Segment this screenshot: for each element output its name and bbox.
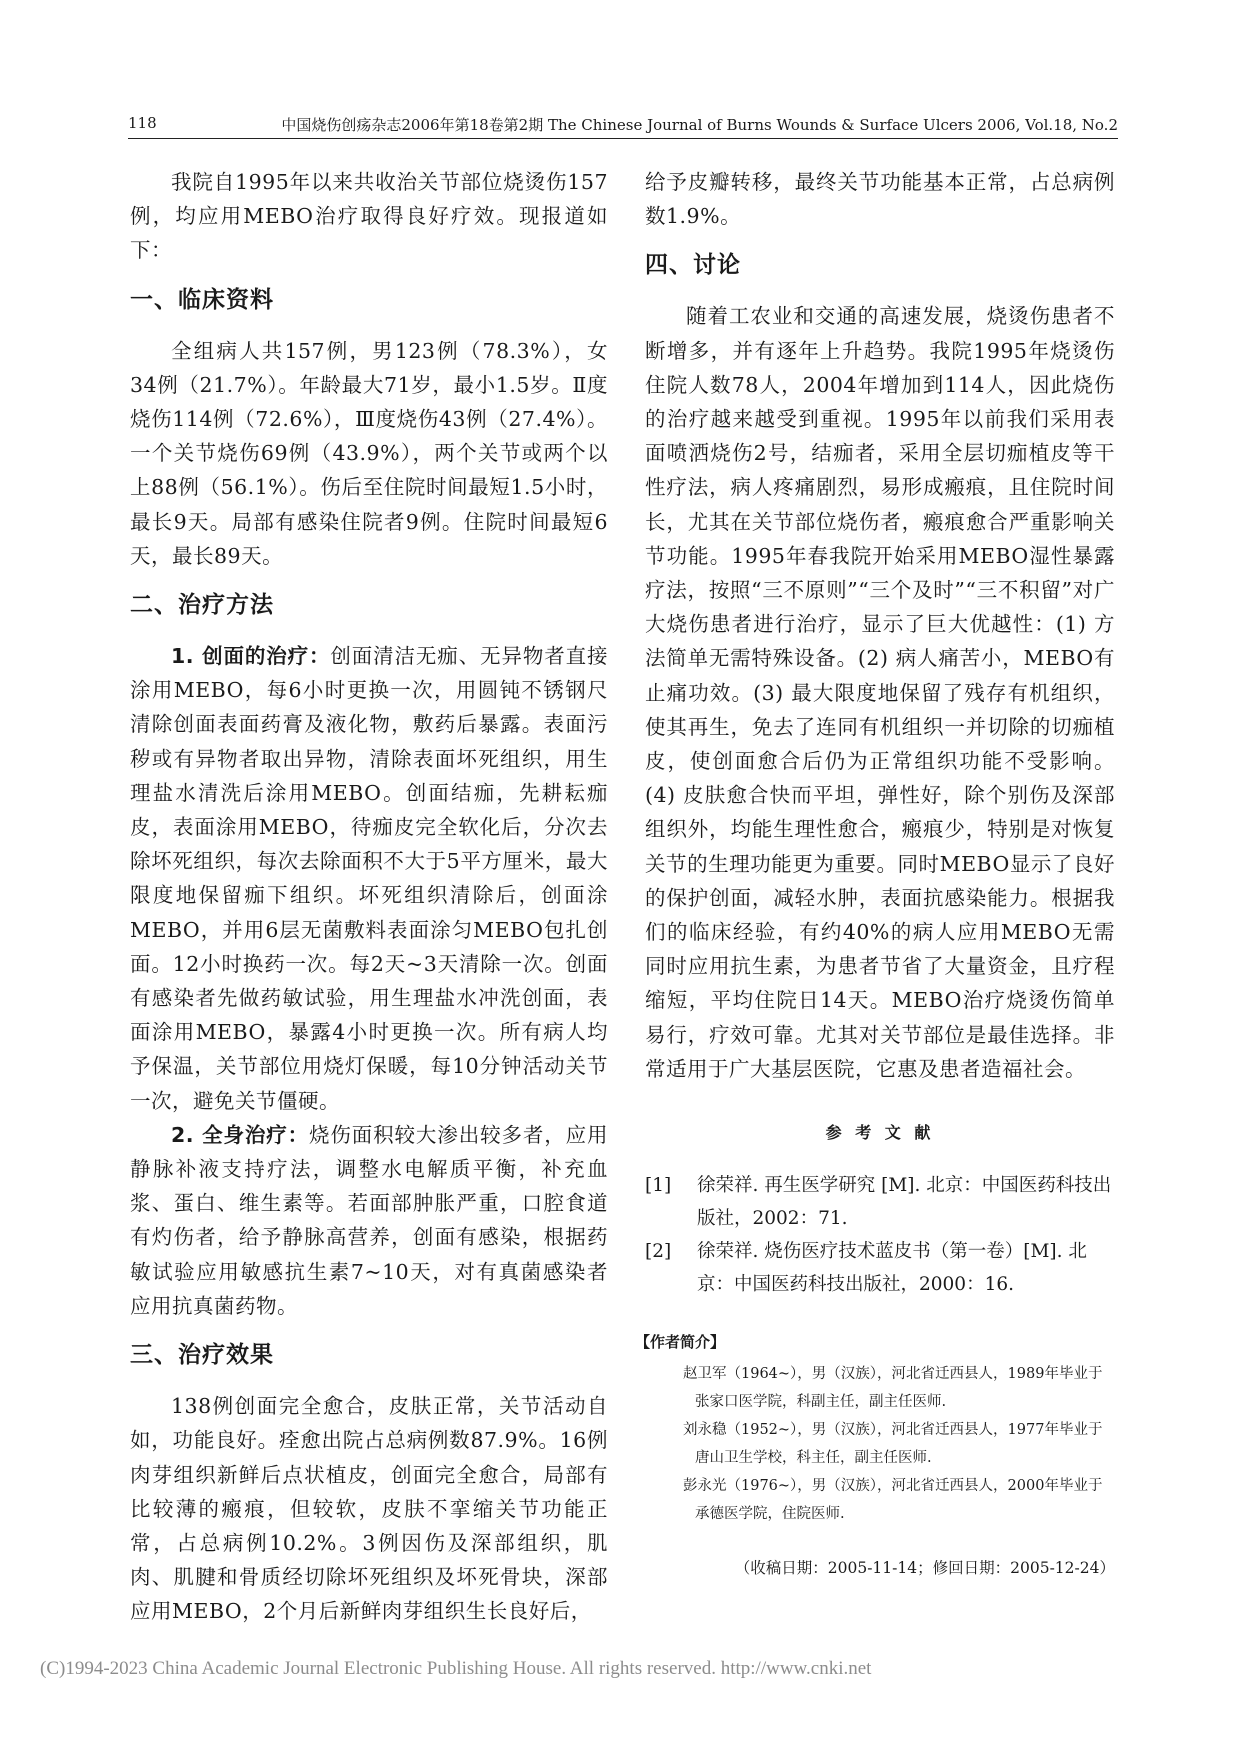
sub2-text: 烧伤面积较大渗出较多者，应用静脉补液支持疗法，调整水电解质平衡，补充血浆、蛋白、维生素等。若面部肿胀严重，口腔食道有灼伤者，给予静脉高营养，创面有感染，根据药敏试验应用敏感抗生素7~10天，对有真菌感染者应用抗真菌药物。	[130, 1122, 608, 1318]
reference-text: 徐荣祥. 再生医学研究 [M]. 北京：中国医药科技出版社，2002：71.	[697, 1175, 1112, 1230]
section-4-text: 随着工农业和交通的高速发展，烧烫伤患者不断增多，并有逐年上升趋势。我院1995年烧烫伤住院人数78人，2004年增加到114人，因此烧伤的治疗越来越受到重视。1995年以前我们采用表面喷洒烧伤2号，结痂者，采用全层切痂植皮等干性疗法，病人疼痛剧烈，易形成瘢痕，且住院时间长，尤其在关节部位烧伤者，瘢痕愈合严重影响关节功能。1995年春我院开始采用MEBO湿性暴露疗法，按照“三不原则”“三个及时”“三不积留”对广大烧伤患者进行治疗，显示了巨大优越性：(1) 方法简单无需特殊设备。(2) 病人痛苦小，MEBO有止痛功效。(3) 最大限度地保留了残存有机组织，使其再生，免去了连同有机组织一并切除的切痂植皮，使创面愈合后仍为正常组织功能不受影响。(4) 皮肤愈合快而平坦，弹性好，除个别伤及深部组织外，均能生理性愈合，瘢痕少，特别是对恢复关节的生理功能更为重要。同时MEBO显示了良好的保护创面，减轻水肿，表面抗感染能力。根据我们的临床经验，有约40%的病人应用MEBO无需同时应用抗生素，为患者节省了大量资金，且疗程缩短，平均住院日14天。MEBO治疗烧烫伤简单易行，疗效可靠。尤其对关节部位是最佳选择。非常适用于广大基层医院，它惠及患者造福社会。	[645, 304, 1115, 1081]
section-2-heading: 二、治疗方法	[130, 592, 274, 619]
reference-item	[645, 1169, 1115, 1235]
reference-number: [1]	[645, 1175, 672, 1197]
copyright-footer: (C)1994-2023 China Academic Journal Electronic Publishing House. All rights reserved. http://www.cnki.net	[40, 1658, 872, 1679]
section-1-heading: 一、临床资料	[130, 286, 274, 313]
author-bio-heading: 【作者简介】	[635, 1333, 726, 1352]
author-bio: 赵卫军（1964~），男（汉族），河北省迁西县人，1989年毕业于张家口医学院，科副主任，副主任医师.	[683, 1366, 1103, 1411]
sub1-text: 创面清洁无痂、无异物者直接涂用MEBO，每6小时更换一次，用圆钝不锈钢尺清除创面表面药膏及液化物，敷药后暴露。表面污秽或有异物者取出异物，清除表面坏死组织，用生理盐水清洗后涂用MEBO。创面结痂，先耕耘痂皮，表面涂用MEBO，待痂皮完全软化后，分次去除坏死组织，每次去除面积不大于5平方厘米，最大限度地保留痂下组织。坏死组织清除后，创面涂MEBO，并用6层无菌敷料表面涂匀MEBO包扎创面。12小时换药一次。每2天~3天清除一次。创面有感染者先做药敏试验，用生理盐水冲洗创面，表面涂用MEBO，暴露4小时更换一次。所有病人均予保温，关节部位用烧灯保暖，每10分钟活动关节一次，避免关节僵硬。	[130, 644, 608, 1113]
references-heading: 参 考 文 献	[825, 1123, 935, 1143]
reference-text: 徐荣祥. 烧伤医疗技术蓝皮书（第一卷）[M]. 北京：中国医药科技出版社，2000：16.	[697, 1241, 1087, 1296]
right-column	[635, 165, 1115, 1578]
author-bio: 刘永稳（1952~），男（汉族），河北省迁西县人，1977年毕业于唐山卫生学校，科主任，副主任医师.	[683, 1422, 1103, 1467]
section-4-heading: 四、讨论	[645, 252, 741, 279]
running-header	[128, 112, 1118, 139]
reference-number: [2]	[645, 1241, 672, 1263]
sub1-label: 1. 创面的治疗：	[171, 644, 331, 669]
section-3-heading: 三、治疗效果	[130, 1342, 274, 1369]
section-3-text: 138例创面完全愈合，皮肤正常，关节活动自如，功能良好。痊愈出院占总病例数87.9%。16例肉芽组织新鲜后点状植皮，创面完全愈合，局部有比较薄的瘢痕，但较软，皮肤不挛缩关节功能正常，占总病例10.2%。3例因伤及深部组织，肌肉、肌腱和骨质经切除坏死组织及坏死骨块，深部应用MEBO，2个月后新鲜肉芽组织生长良好后，	[130, 1394, 608, 1624]
sub2-label: 2. 全身治疗：	[171, 1122, 309, 1147]
author-bio: 彭永光（1976~），男（汉族），河北省迁西县人，2000年毕业于承德医学院，住院医师.	[683, 1478, 1103, 1523]
intro-paragraph: 我院自1995年以来共收治关节部位烧烫伤157例，均应用MEBO治疗取得良好疗效。现报道如下：	[130, 170, 608, 263]
reference-item	[645, 1235, 1115, 1301]
section-3-continued: 给予皮瓣转移，最终关节功能基本正常，占总病例数1.9%。	[645, 170, 1115, 229]
page-number: 118	[128, 114, 157, 132]
left-column	[130, 165, 608, 1629]
journal-citation: 中国烧伤创疡杂志2006年第18卷第2期 The Chinese Journal of Burns Wounds & Surface Ulcers 2006, Vol.18, No.2	[281, 116, 1118, 134]
section-1-text: 全组病人共157例，男123例（78.3%），女34例（21.7%）。年龄最大71岁，最小1.5岁。Ⅱ度烧伤114例（72.6%），Ⅲ度烧伤43例（27.4%）。一个关节烧伤69例（43.9%），两个关节或两个以上88例（56.1%）。伤后至住院时间最短1.5小时，最长9天。局部有感染住院者9例。住院时间最短6天，最长89天。	[130, 338, 608, 568]
section-2-sub2	[130, 1118, 608, 1323]
received-dates: （收稿日期：2005-11-14；修回日期：2005-12-24）	[734, 1559, 1115, 1578]
section-2-sub1	[130, 639, 608, 1118]
